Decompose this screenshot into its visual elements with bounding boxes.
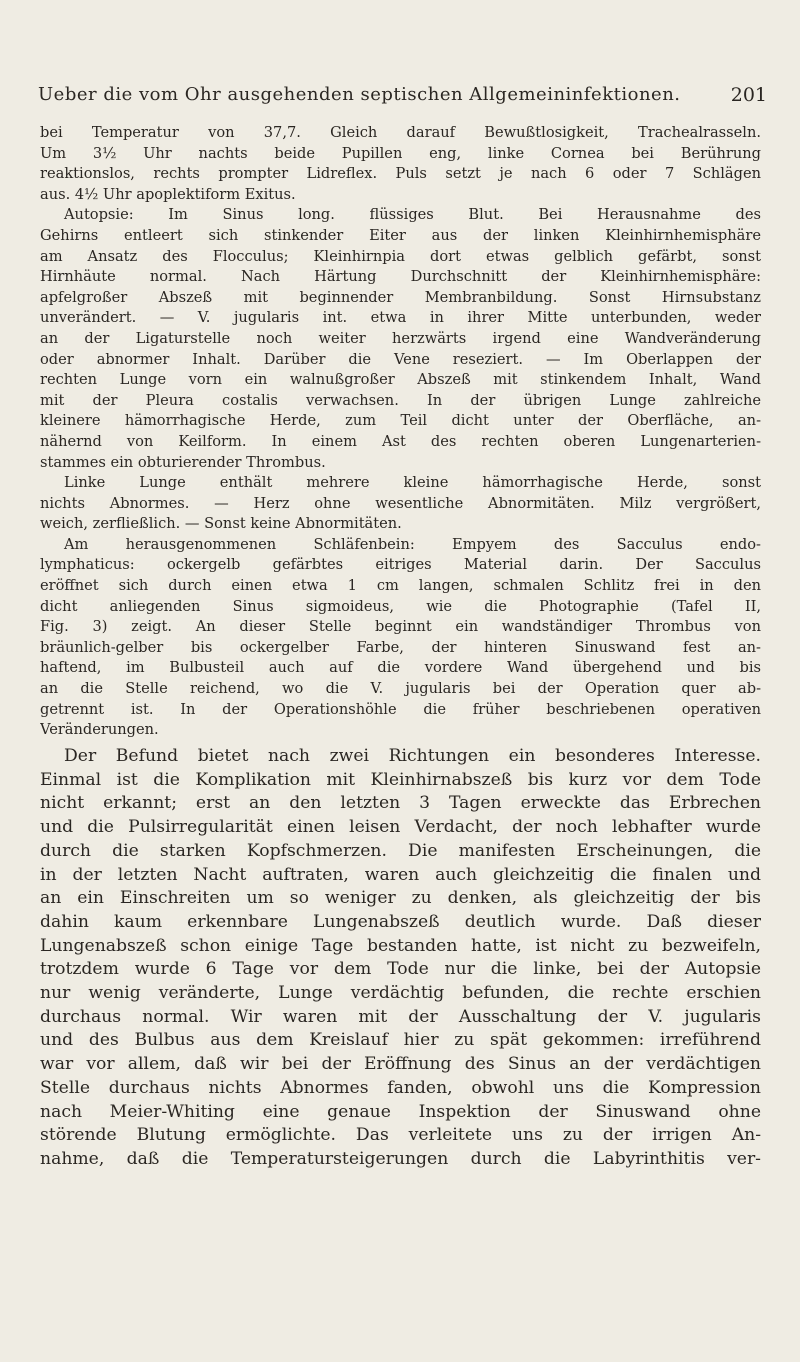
text-line: dicht anliegenden Sinus sigmoideus, wie die Photographie (Tafel II,: [40, 597, 761, 615]
text-line: dahin kaum erkennbare Lungenabszeß deutlich wurde. Daß dieser: [40, 911, 761, 932]
text-line: Einmal ist die Komplikation mit Kleinhirnabszeß bis kurz vor dem Tode: [40, 769, 761, 790]
text-line: Um 3½ Uhr nachts beide Pupillen eng, linke Cornea bei Berührung: [40, 144, 761, 162]
text-line: nahme, daß die Temperatursteigerungen durch die Labyrinthitis ver-: [40, 1148, 761, 1169]
text-line: an die Stelle reichend, wo die V. jugularis bei der Operation quer ab-: [40, 680, 761, 698]
text-line: apfelgroßer Abszeß mit beginnender Membranbildung. Sonst Hirnsubstanz: [40, 288, 761, 306]
text-line: stammes ein obturierender Thrombus.: [40, 453, 326, 471]
text-line: in der letzten Nacht auftraten, waren auch gleichzeitig die finalen und: [40, 864, 761, 885]
page-number: 201: [730, 84, 767, 106]
text-line: trotzdem wurde 6 Tage vor dem Tode nur die linke, bei der Autopsie: [40, 959, 761, 980]
text-line: Lungenabszeß schon einige Tage bestanden hatte, ist nicht zu bezweifeln,: [40, 935, 761, 956]
text-line: mit der Pleura costalis verwachsen. In der übrigen Lunge zahlreiche: [40, 391, 761, 409]
text-line: Stelle durchaus nichts Abnormes fanden, obwohl uns die Kompression: [40, 1077, 761, 1098]
running-header: [38, 84, 767, 110]
text-line: an der Ligaturstelle noch weiter herzwärts irgend eine Wandveränderung: [40, 329, 761, 347]
text-line: getrennt ist. In der Operationshöhle die früher beschriebenen operativen: [40, 700, 761, 718]
text-line: Der Befund bietet nach zwei Richtungen ein besonderes Interesse.: [64, 746, 761, 766]
text-line: Fig. 3) zeigt. An dieser Stelle beginnt ein wandständiger Thrombus von: [40, 618, 761, 636]
text-line: nichts Abnormes. — Herz ohne wesentliche Abnormitäten. Milz vergrößert,: [40, 494, 761, 512]
text-line: Veränderungen.: [40, 721, 159, 739]
discussion-text: [40, 745, 761, 1172]
text-line: weich, zerfließlich. — Sonst keine Abnormitäten.: [40, 515, 402, 533]
text-line: störende Blutung ermöglichte. Das verleitete uns zu der irrigen An-: [40, 1125, 761, 1146]
text-line: durchaus normal. Wir waren mit der Ausschaltung der V. jugularis: [40, 1006, 761, 1027]
text-line: nicht erkannt; erst an den letzten 3 Tagen erweckte das Erbrechen: [40, 793, 761, 814]
case-report-text: [40, 123, 761, 741]
text-line: Linke Lunge enthält mehrere kleine hämorrhagische Herde, sonst: [64, 474, 761, 492]
text-line: an ein Einschreiten um so weniger zu denken, als gleichzeitig der bis: [40, 888, 761, 909]
text-line: nähernd von Keilform. In einem Ast des rechten oberen Lungenarterien-: [40, 432, 761, 450]
text-line: und die Pulsirregularität einen leisen Verdacht, der noch lebhafter wurde: [40, 817, 761, 838]
text-line: Autopsie: Im Sinus long. flüssiges Blut. Bei Herausnahme des: [64, 206, 761, 224]
text-line: Gehirns entleert sich stinkender Eiter aus der linken Kleinhirnhemisphäre: [40, 226, 761, 244]
text-line: aus. 4½ Uhr apoplektiform Exitus.: [40, 185, 296, 203]
text-line: nur wenig veränderte, Lunge verdächtig befunden, die rechte erschien: [40, 983, 761, 1004]
text-line: und des Bulbus aus dem Kreislauf hier zu spät gekommen: irreführend: [40, 1030, 761, 1051]
text-line: Hirnhäute normal. Nach Härtung Durchschnitt der Kleinhirnhemisphäre:: [40, 268, 761, 286]
text-line: durch die starken Kopfschmerzen. Die manifesten Erscheinungen, die: [40, 840, 761, 861]
text-line: reaktionslos, rechts prompter Lidreflex. Puls setzt je nach 6 oder 7 Schlägen: [40, 165, 761, 183]
text-line: war vor allem, daß wir bei der Eröffnung des Sinus an der verdächtigen: [40, 1054, 761, 1075]
text-line: haftend, im Bulbusteil auch auf die vordere Wand übergehend und bis: [40, 659, 761, 677]
text-line: unverändert. — V. jugularis int. etwa in ihrer Mitte unterbunden, weder: [40, 309, 761, 327]
text-line: rechten Lunge vorn ein walnußgroßer Abszeß mit stinkendem Inhalt, Wand: [40, 371, 761, 389]
text-line: am Ansatz des Flocculus; Kleinhirnpia dort etwas gelblich gefärbt, sonst: [40, 247, 761, 265]
running-title: Ueber die vom Ohr ausgehenden septischen Allgemeininfektionen.: [38, 84, 681, 105]
text-line: oder abnormer Inhalt. Darüber die Vene reseziert. — Im Oberlappen der: [40, 350, 761, 368]
text-line: kleinere hämorrhagische Herde, zum Teil dicht unter der Oberfläche, an-: [40, 412, 761, 430]
text-line: nach Meier-Whiting eine genaue Inspektion der Sinuswand ohne: [40, 1101, 761, 1122]
text-line: eröffnet sich durch einen etwa 1 cm langen, schmalen Schlitz frei in den: [40, 577, 761, 595]
text-line: Am herausgenommenen Schläfenbein: Empyem des Sacculus endo-: [64, 535, 761, 553]
text-line: bei Temperatur von 37,7. Gleich darauf Bewußtlosigkeit, Trachealrasseln.: [40, 124, 761, 141]
text-line: lymphaticus: ockergelb gefärbtes eitriges Material darin. Der Sacculus: [40, 556, 761, 574]
text-line: bräunlich-gelber bis ockergelber Farbe, der hinteren Sinuswand fest an-: [40, 638, 761, 656]
